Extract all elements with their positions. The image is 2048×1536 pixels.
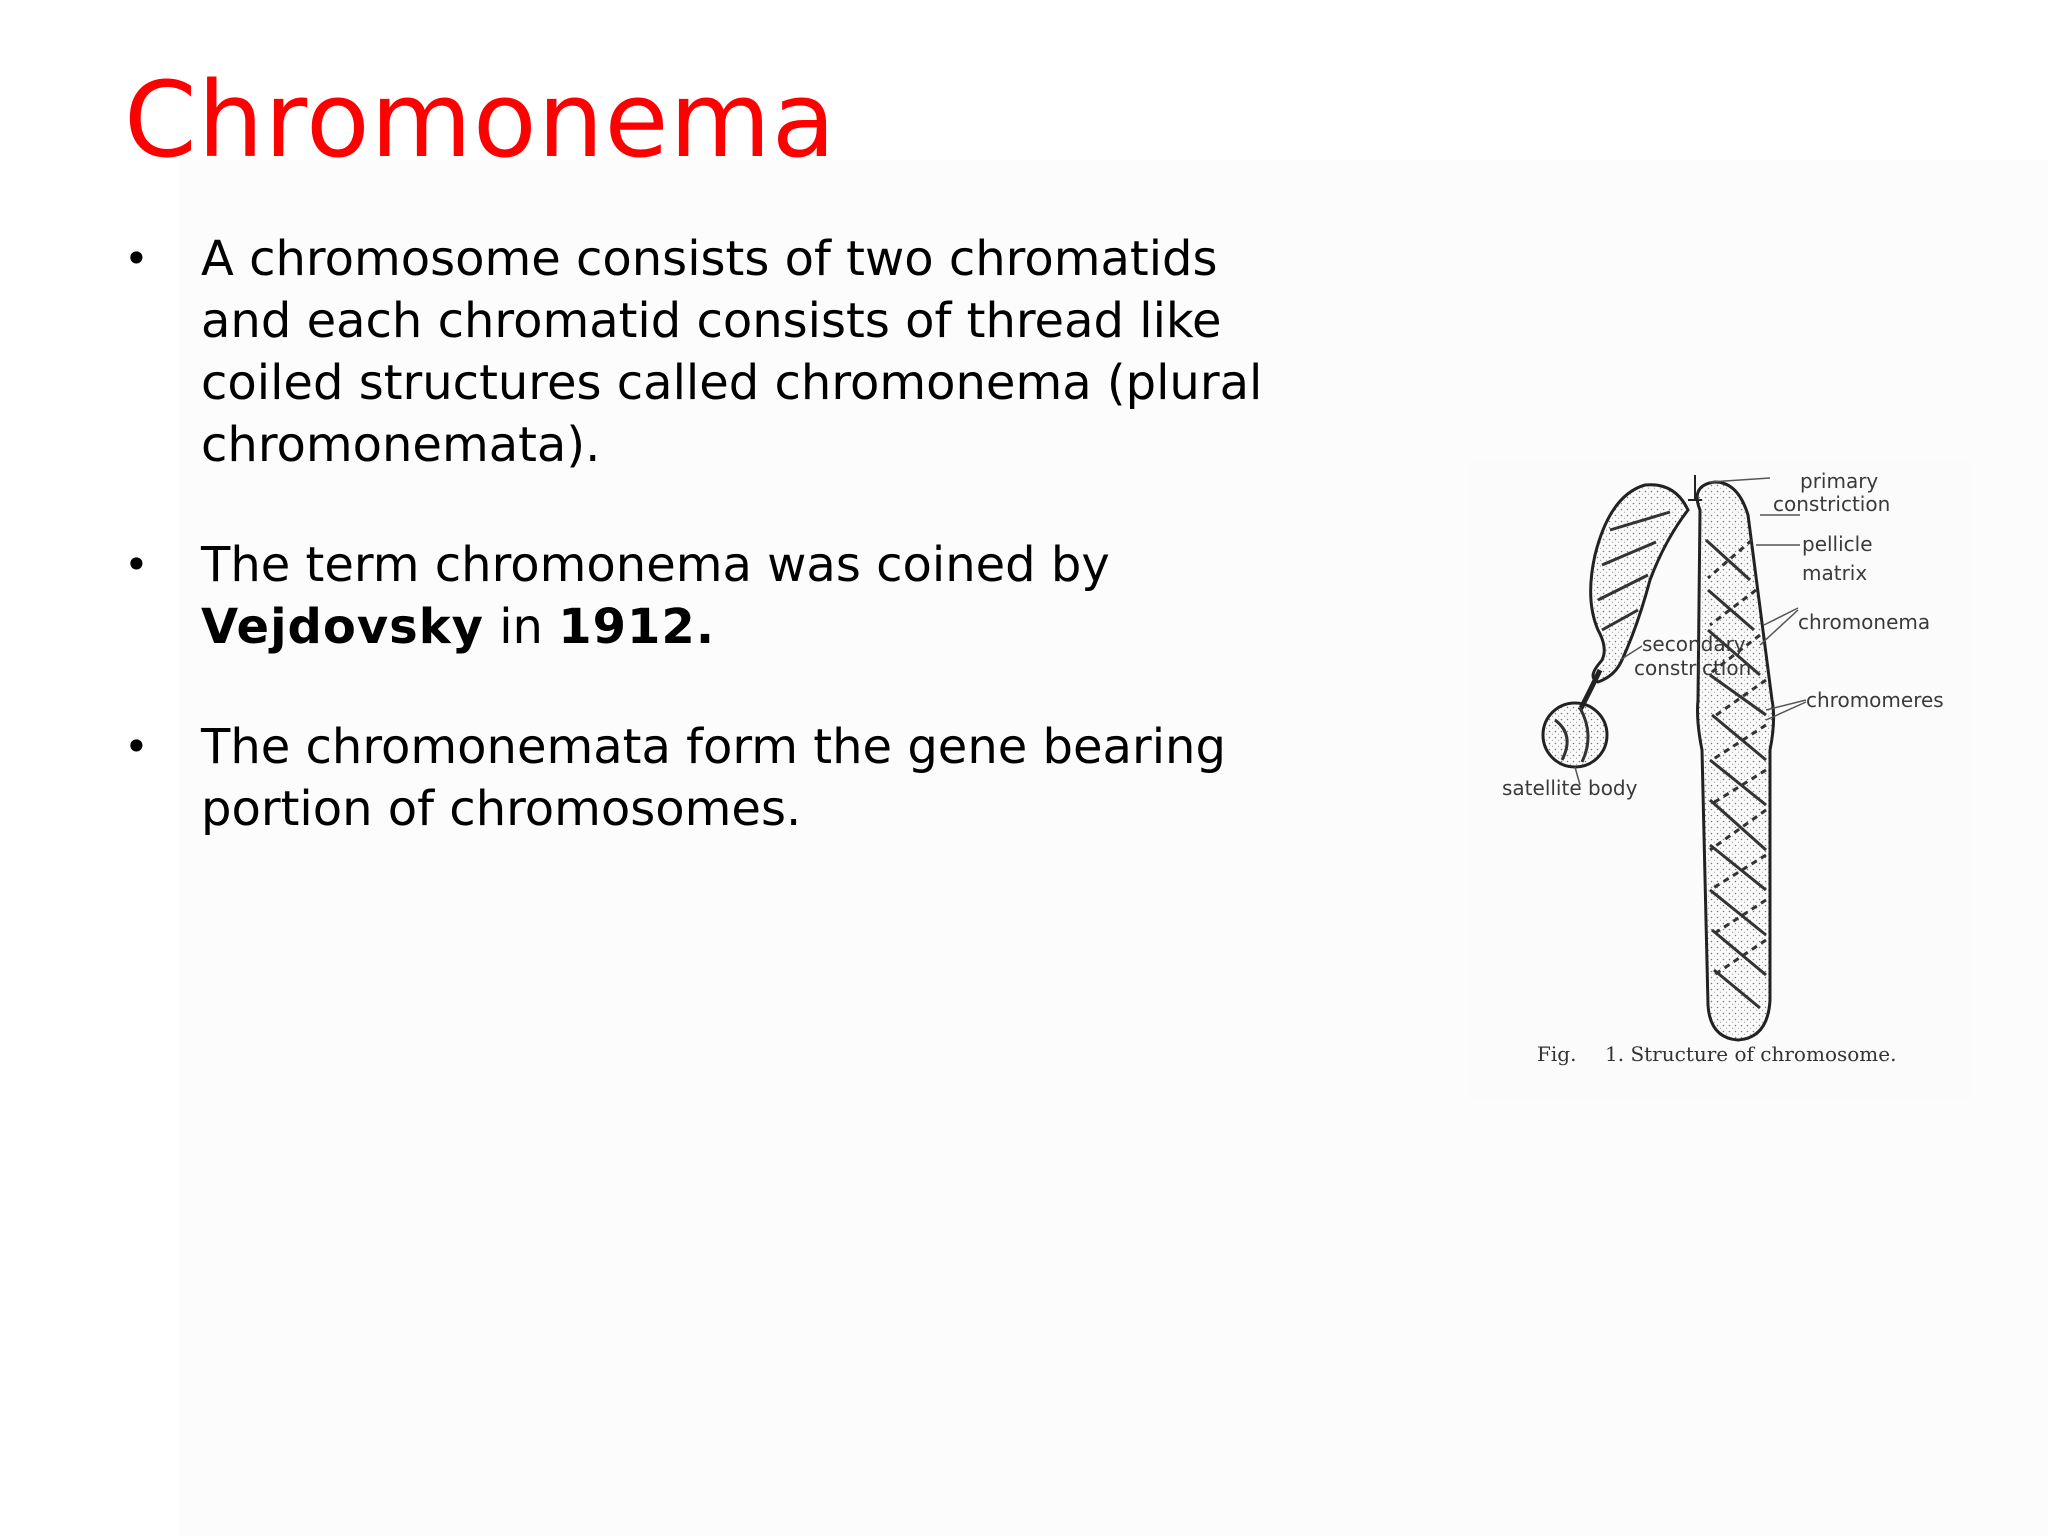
satellite-body-shape [1543,703,1607,767]
figure-caption-fig: Fig. [1537,1042,1577,1066]
bullet-text: A chromosome consists of two chromatids and each chromatid consists of thread like coiled structures called chromonema (plural chromonemata). [201,231,1263,473]
bullet-marker: • [124,540,149,589]
bullet-item [124,228,1284,476]
bullet-item [124,716,1284,840]
bullet-marker: • [124,722,149,771]
label-secondary-constriction: constriction [1634,656,1752,680]
bullet-text-part: in [483,599,559,655]
label-secondary: secondary [1642,632,1746,656]
bullet-text-part: The term chromonema was coined by [201,537,1110,593]
bullet-item [124,534,1284,658]
slide-title: Chromonema [124,59,837,181]
bullet-text [201,534,1284,658]
label-pellicle: pellicle [1802,532,1873,556]
label-constriction: constriction [1773,492,1891,516]
label-matrix: matrix [1802,561,1868,585]
label-satellite-body: satellite body [1502,776,1638,800]
bold-name: Vejdovsky [201,599,484,655]
bullet-marker: • [124,234,149,283]
bullet-list [124,228,1284,898]
chromosome-figure [1470,460,1970,1100]
label-chromonema: chromonema [1798,610,1931,634]
figure-caption-text: 1. Structure of chromosome. [1605,1042,1897,1066]
label-chromomeres: chromomeres [1806,688,1944,712]
bold-year: 1912. [558,599,716,655]
bullet-text: The chromonemata form the gene bearing portion of chromosomes. [201,719,1226,837]
label-primary: primary [1800,469,1879,493]
